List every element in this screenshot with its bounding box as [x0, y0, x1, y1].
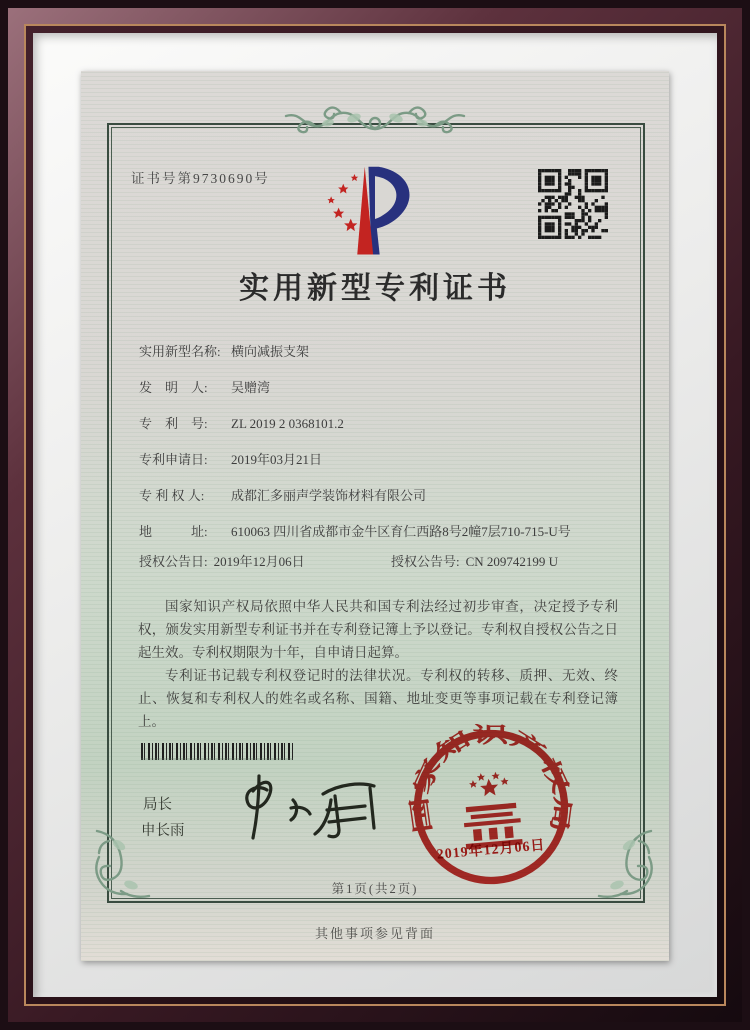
grant-date-value: 2019年12月06日 — [213, 554, 305, 569]
field-row-patent-no — [139, 413, 621, 434]
field-label: 专 利 权 人: — [139, 488, 205, 503]
field-label: 专 利 号: — [139, 416, 208, 431]
field-row-inventor — [139, 377, 621, 398]
frame-inner-pinstripe — [24, 24, 726, 1006]
field-label: 发 明 人: — [139, 380, 208, 395]
field-row-address — [139, 521, 621, 542]
back-side-note: 其他事项参见背面 — [314, 926, 435, 941]
field-row-filing-date — [139, 449, 621, 470]
seal-text: 国家知识产权局 — [407, 722, 576, 835]
field-row-patentee — [139, 485, 621, 506]
field-value: 吴赠湾 — [231, 380, 271, 395]
director-title: 局长 — [143, 797, 172, 813]
qr-code — [538, 169, 608, 239]
field-row-name — [139, 341, 621, 362]
frame-mat — [33, 33, 717, 997]
field-value: 2019年03月21日 — [231, 452, 323, 467]
seal-date: 2019年12月06日 — [436, 838, 547, 863]
certificate-number: 证书号第9730690号 — [131, 171, 270, 186]
field-value: 成都汇多丽声学装饰材料有限公司 — [231, 488, 427, 503]
grant-no-value: CN 209742199 U — [465, 554, 559, 569]
flourish-top-icon — [284, 99, 466, 139]
official-seal-icon — [400, 716, 582, 898]
certificate-body-text — [138, 595, 618, 733]
field-row-grant — [139, 551, 621, 572]
field-label: 专利申请日: — [139, 452, 208, 467]
body-paragraph-1: 国家知识产权局依照中华人民共和国专利法经过初步审查，决定授予专利权，颁发实用新型专利证书并在专利登记簿上予以登记。专利权自授权公告之日起生效。专利权期限为十年，自申请日起算。 — [138, 599, 618, 660]
field-value: ZL 2019 2 0368101.2 — [231, 416, 344, 431]
body-paragraph-2: 专利证书记载专利权登记时的法律状况。专利权的转移、质押、无效、终止、恢复和专利权人的姓名或名称、国籍、地址变更等事项记载在专利登记簿上。 — [138, 668, 618, 729]
certificate-fields — [139, 341, 621, 572]
patent-office-logo-icon — [319, 163, 431, 265]
barcode — [141, 743, 293, 760]
director-signature-icon — [223, 766, 398, 858]
field-label: 地 址: — [139, 524, 208, 539]
field-value: 610063 四川省成都市金牛区育仁西路8号2幢7层710-715-U号 — [231, 524, 571, 539]
frame-bevel — [8, 8, 742, 1022]
page-indicator: 第1页(共2页) — [331, 882, 419, 896]
director-name: 申长雨 — [141, 823, 185, 839]
grant-date-label: 授权公告日: — [139, 554, 208, 569]
field-value: 横向减振支架 — [231, 344, 310, 359]
field-label: 实用新型名称: — [139, 344, 221, 359]
certificate-title: 实用新型专利证书 — [239, 272, 511, 305]
grant-no-label: 授权公告号: — [391, 554, 460, 569]
certificate-paper — [81, 71, 669, 961]
